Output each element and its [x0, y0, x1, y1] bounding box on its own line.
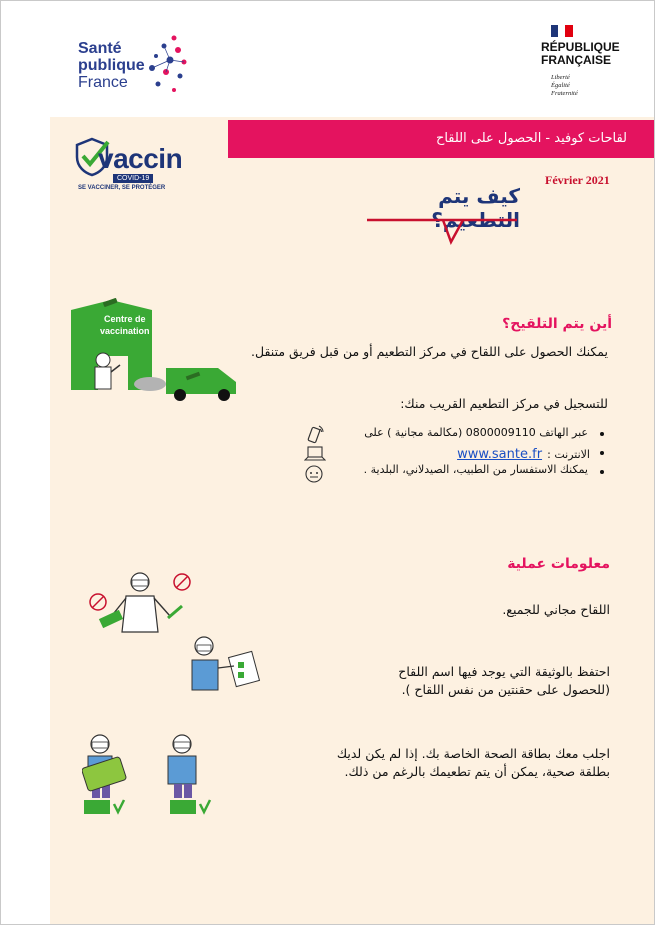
- phone-text: عبر الهاتف 0800009110 (مكالمة مجانية ) على: [364, 426, 588, 439]
- page-title: كيف يتم التطعيم؟: [431, 184, 520, 232]
- register-heading: للتسجيل في مركز التطعيم القريب منك:: [400, 396, 608, 411]
- republic-motto: Liberté Égalité Fraternité: [551, 74, 578, 97]
- practical-info-heading: معلومات عملية: [507, 556, 610, 572]
- where-heading: أين يتم التلقيح؟: [502, 316, 612, 332]
- vaccin-slogan: SE VACCINER, SE PROTÉGER: [78, 185, 166, 191]
- sante-publique-france-logo: Santé publique France: [78, 40, 145, 91]
- covid-tag: COVID-19: [113, 174, 153, 183]
- vaccin-logo-word: vaccin: [98, 143, 183, 174]
- internet-label: الانترنت :: [547, 448, 590, 461]
- centre-label: Centre de vaccination: [100, 314, 150, 336]
- where-intro: يمكنك الحصول على اللقاح في مركز التطعيم أو من قبل فريق متنقل.: [251, 344, 608, 359]
- republique-francaise-logo: RÉPUBLIQUE FRANÇAISE: [541, 40, 620, 67]
- document-date: Février 2021: [545, 173, 610, 187]
- header-banner: لقاحات كوفيد - الحصول على اللقاح: [228, 120, 655, 158]
- sante-link[interactable]: www.sante.fr: [457, 447, 543, 462]
- health-card-note: اجلب معك بطاقة الصحة الخاصة بك. إذا لم يكن لديك بطلقة صحية، يمكن أن يتم تطعيمك بالرغم من ذلك.: [336, 746, 610, 779]
- keep-document: احتفظ بالوثيقة التي يوجد فيها اسم اللقاح (للحصول على حقنتين من نفس اللقاح ).: [398, 664, 610, 697]
- ask-text: يمكنك الاستفسار من الطبيب، الصيدلاني، البلدية .: [363, 463, 588, 476]
- vaccine-free: اللقاح مجاني للجميع.: [502, 602, 610, 617]
